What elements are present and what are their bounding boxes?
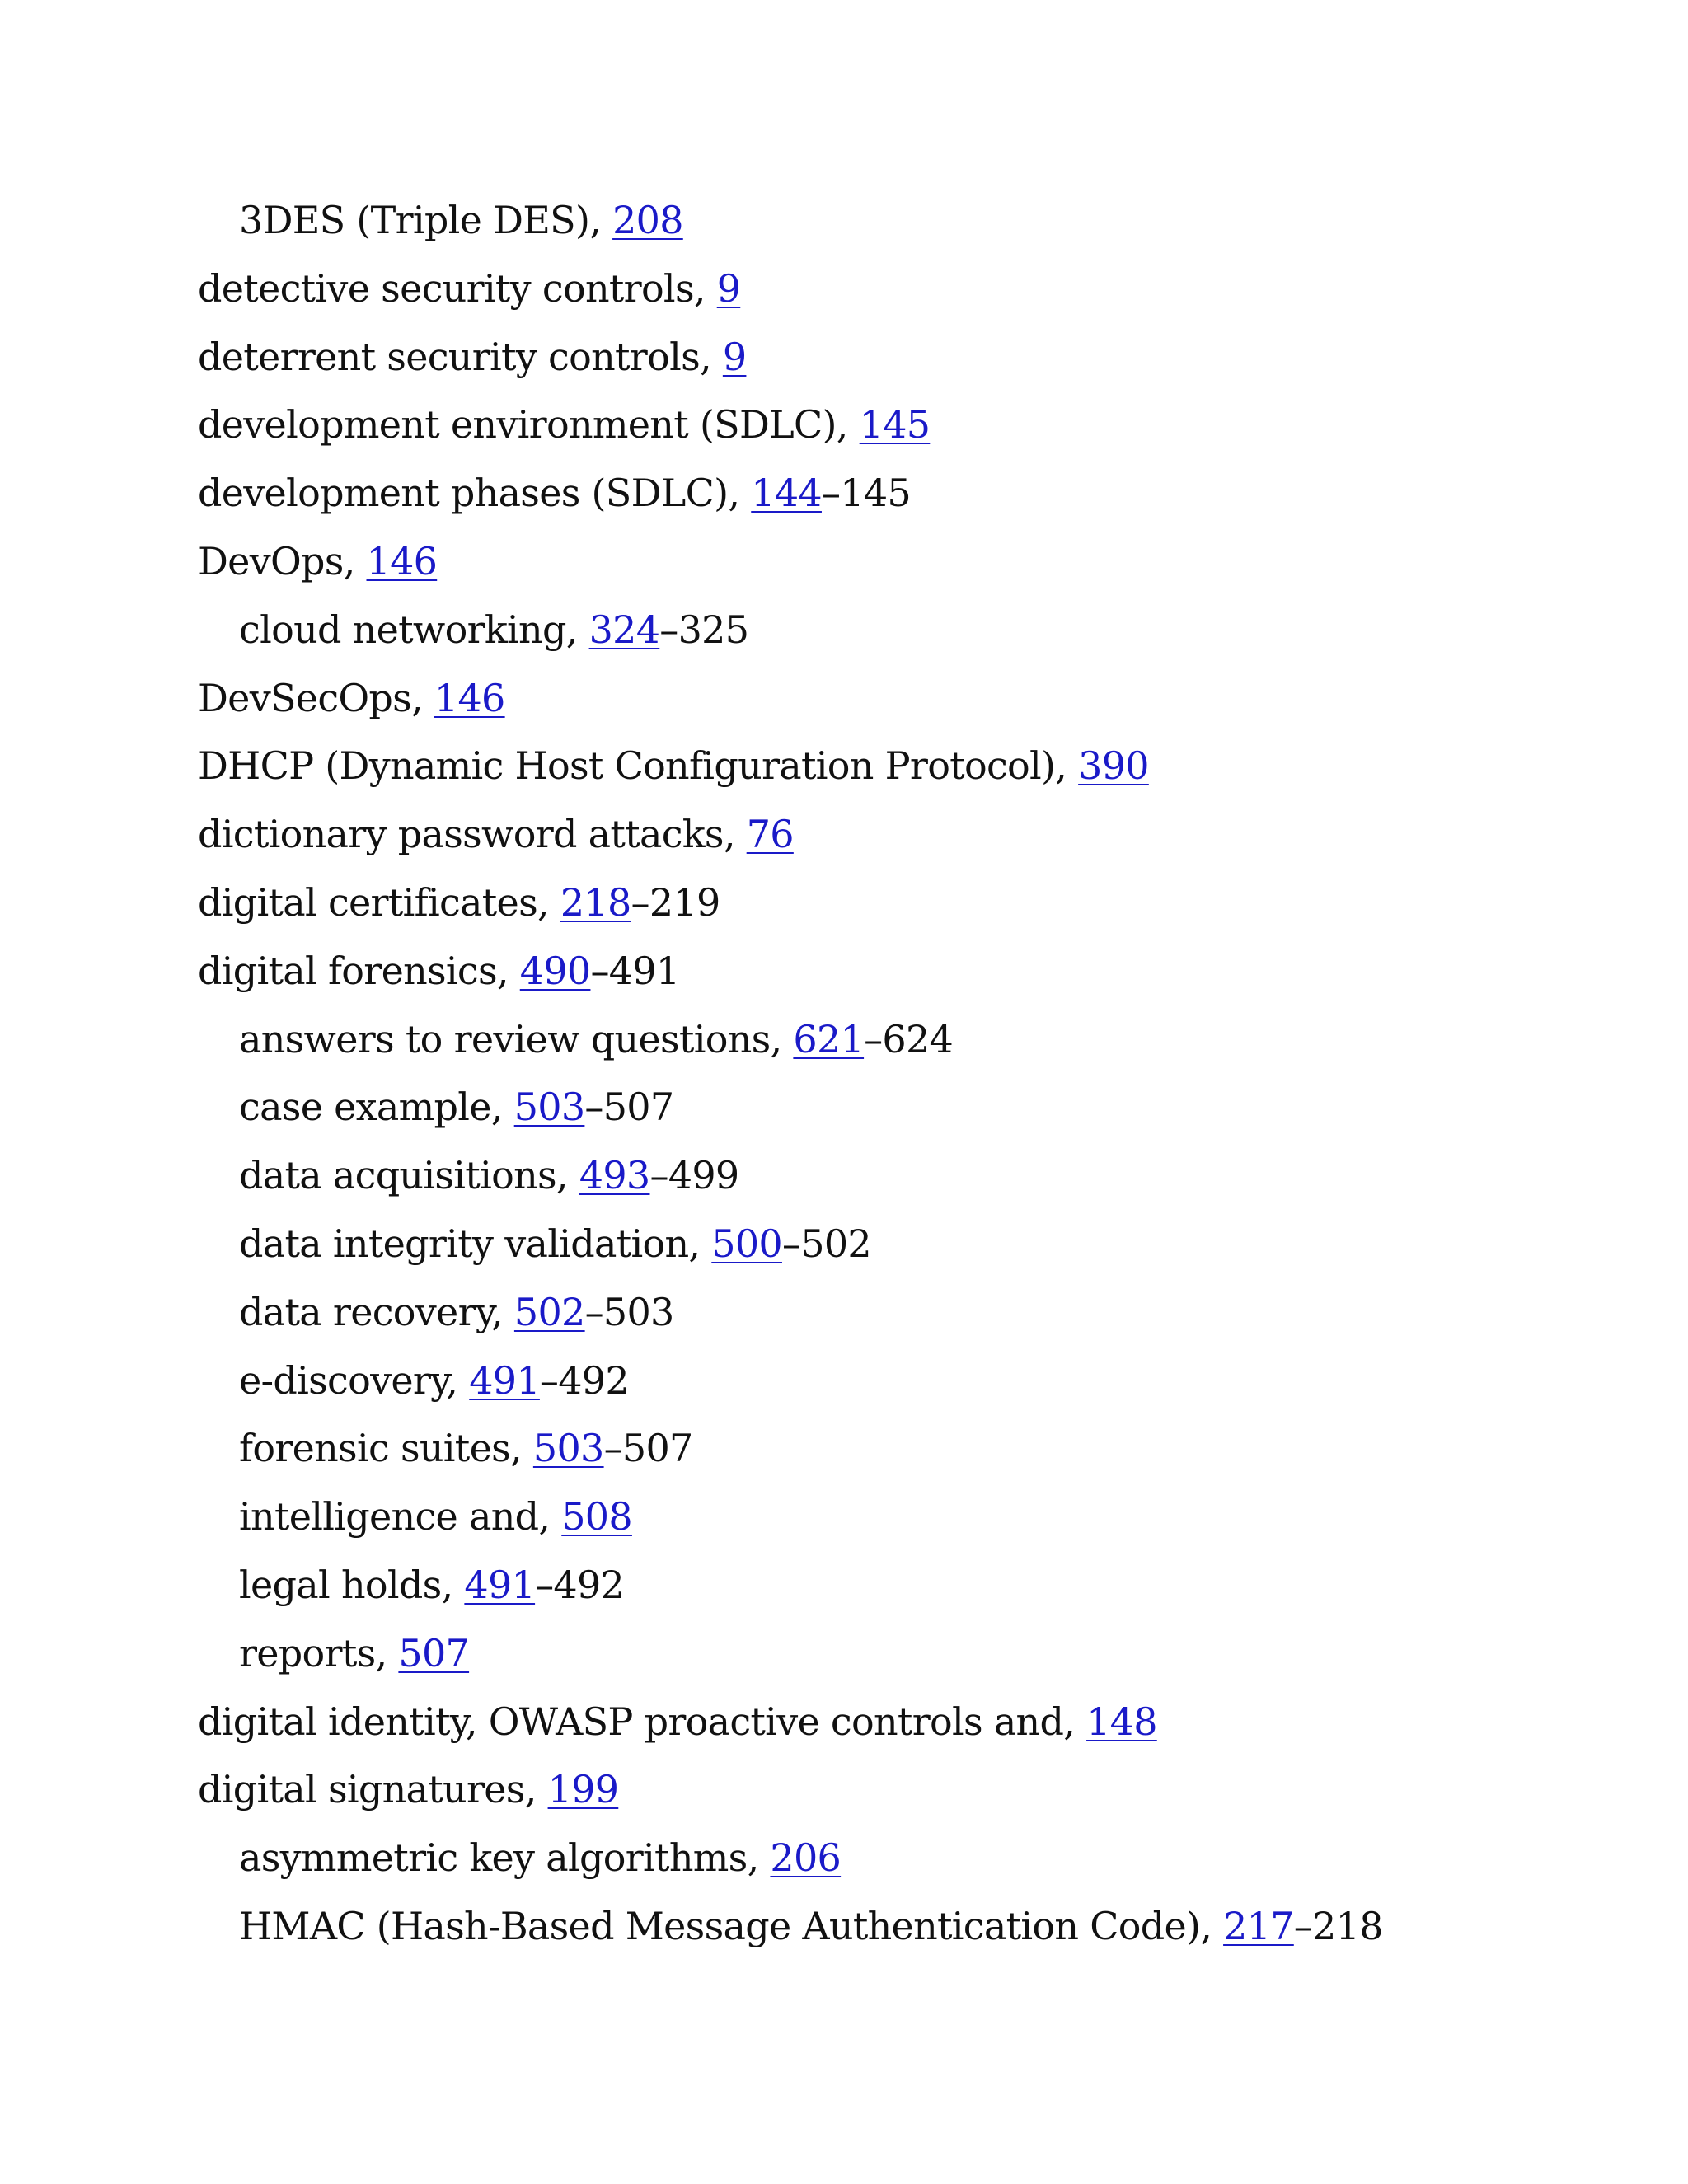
- index-term: e-discovery,: [239, 1357, 470, 1403]
- index-term: deterrent security controls,: [198, 334, 723, 379]
- page-range-end: –502: [781, 1221, 871, 1266]
- index-entry: [198, 664, 1648, 733]
- index-subentry: [198, 1278, 1648, 1347]
- index-subentry: [198, 186, 1648, 255]
- index-subentry: [198, 1141, 1648, 1210]
- index-term: digital identity, OWASP proactive controls and,: [198, 1699, 1087, 1744]
- index-term: data acquisitions,: [239, 1153, 579, 1198]
- index-entry: [198, 323, 1648, 391]
- page-range-end: –218: [1293, 1903, 1383, 1948]
- index-subentry: [198, 1824, 1648, 1892]
- page-number-link[interactable]: 218: [560, 879, 631, 925]
- index-entry: [198, 255, 1648, 323]
- index-term: forensic suites,: [239, 1426, 533, 1471]
- index-entry: [198, 732, 1648, 800]
- index-term: development environment (SDLC),: [198, 402, 860, 448]
- page-number-link[interactable]: 208: [612, 198, 683, 242]
- page-number-link[interactable]: 146: [366, 538, 438, 583]
- page-number-link[interactable]: 507: [398, 1630, 470, 1675]
- page-number-link[interactable]: 490: [519, 948, 591, 993]
- index-term: reports,: [239, 1630, 399, 1675]
- index-entry: [198, 800, 1648, 869]
- page-number-link[interactable]: 206: [770, 1835, 842, 1881]
- index-entry: [198, 937, 1648, 1005]
- page-number-link[interactable]: 621: [793, 1016, 865, 1062]
- index-subentry: [198, 1551, 1648, 1619]
- page-range-end: –499: [649, 1153, 739, 1198]
- page-range-end: –145: [821, 471, 911, 516]
- page-number-link[interactable]: 148: [1086, 1699, 1157, 1744]
- page-number-link[interactable]: 199: [547, 1767, 619, 1812]
- index-entry: [198, 1755, 1648, 1824]
- page-range-end: –491: [590, 948, 680, 993]
- page-number-link[interactable]: 144: [751, 471, 822, 516]
- index-term: digital certificates,: [198, 879, 560, 925]
- page-range-end: –492: [539, 1357, 629, 1403]
- index-term: DevSecOps,: [198, 675, 434, 720]
- page-range-end: –492: [535, 1562, 625, 1607]
- page-number-link[interactable]: 217: [1223, 1903, 1294, 1948]
- page-number-link[interactable]: 390: [1078, 743, 1149, 789]
- page-number-link[interactable]: 9: [722, 334, 747, 379]
- index-term: cloud networking,: [239, 607, 589, 652]
- index-term: DHCP (Dynamic Host Configuration Protocol),: [198, 743, 1079, 789]
- index-term: data integrity validation,: [239, 1221, 712, 1266]
- index-term: HMAC (Hash-Based Message Authentication Code),: [239, 1903, 1224, 1948]
- index-subentry: [198, 1210, 1648, 1278]
- index-entry: [198, 391, 1648, 459]
- index-term: digital forensics,: [198, 948, 520, 993]
- page-number-link[interactable]: 9: [716, 265, 741, 311]
- index-term: legal holds,: [239, 1562, 465, 1607]
- page-number-link[interactable]: 324: [588, 607, 660, 652]
- index-term: case example,: [239, 1085, 514, 1130]
- index-term: dictionary password attacks,: [198, 812, 747, 857]
- index-term: detective security controls,: [198, 265, 717, 311]
- index-subentry: [198, 1619, 1648, 1688]
- page-range-end: –507: [584, 1085, 674, 1130]
- index-term: data recovery,: [239, 1289, 514, 1334]
- index-subentry: [198, 1005, 1648, 1074]
- index-subentry: [198, 1414, 1648, 1483]
- index-entry: [198, 459, 1648, 527]
- index-term: asymmetric key algorithms,: [239, 1835, 771, 1881]
- page-number-link[interactable]: 76: [746, 812, 794, 857]
- index-term: 3DES (Triple DES),: [239, 198, 613, 242]
- page-number-link[interactable]: 502: [513, 1289, 585, 1334]
- index-subentry: [198, 1483, 1648, 1551]
- page-number-link[interactable]: 508: [561, 1494, 632, 1540]
- index-subentry: [198, 1073, 1648, 1141]
- index-subentry: [198, 596, 1648, 664]
- page-range-end: –219: [631, 879, 720, 925]
- page-number-link[interactable]: 503: [513, 1085, 585, 1130]
- index-list: [198, 186, 1648, 1961]
- page-range-end: –503: [584, 1289, 674, 1334]
- index-entry: [198, 527, 1648, 596]
- page-range-end: –624: [864, 1016, 954, 1062]
- page-number-link[interactable]: 503: [532, 1426, 604, 1471]
- index-entry: [198, 869, 1648, 937]
- index-subentry: [198, 1347, 1648, 1415]
- page-number-link[interactable]: 146: [434, 675, 505, 720]
- index-term: DevOps,: [198, 538, 367, 583]
- page-range-end: –507: [603, 1426, 693, 1471]
- index-entry: [198, 1688, 1648, 1756]
- index-term: digital signatures,: [198, 1767, 548, 1812]
- page-number-link[interactable]: 491: [464, 1562, 536, 1607]
- page-number-link[interactable]: 145: [859, 402, 931, 448]
- index-term: answers to review questions,: [239, 1016, 794, 1062]
- page-range-end: –325: [659, 607, 749, 652]
- page-number-link[interactable]: 500: [711, 1221, 782, 1266]
- page-number-link[interactable]: 491: [469, 1357, 540, 1403]
- index-term: intelligence and,: [239, 1494, 562, 1540]
- index-subentry: [198, 1892, 1648, 1961]
- index-term: development phases (SDLC),: [198, 471, 752, 516]
- page-number-link[interactable]: 493: [579, 1153, 650, 1198]
